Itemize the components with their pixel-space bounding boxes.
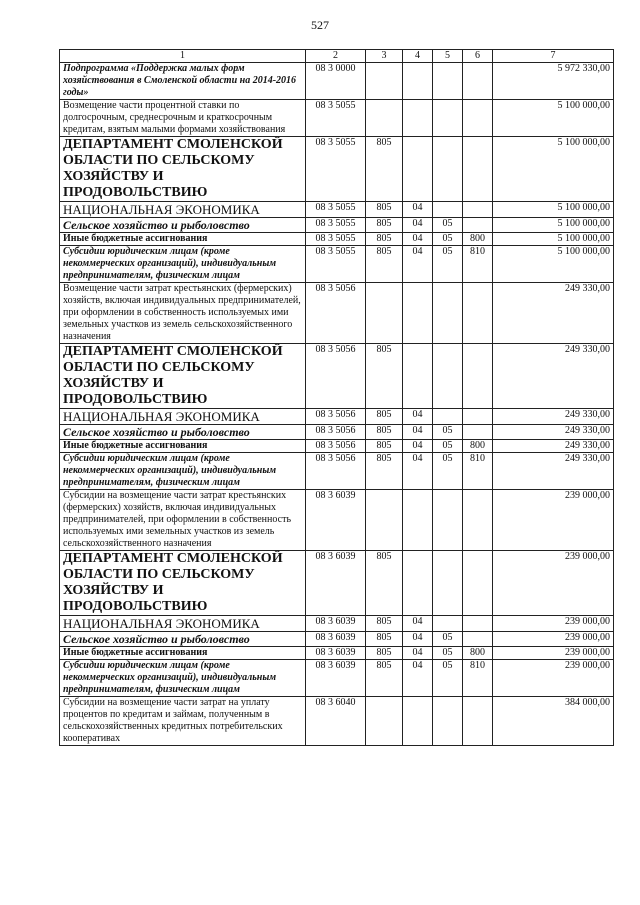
row-col3 [366, 100, 403, 137]
row-code: 08 3 5056 [306, 344, 366, 409]
row-col5: 05 [433, 647, 463, 660]
row-col3 [366, 490, 403, 551]
table-row [60, 425, 614, 440]
row-col4: 04 [403, 218, 433, 233]
row-col5: 05 [433, 425, 463, 440]
row-name: Субсидии на возмещение части затрат крестьянских (фермерских) хозяйств, включая индивидуальных предпринимателей, при оформлении в собственность используемых ими земельных участков из земель сельскохозяйственного назначения [60, 490, 306, 551]
row-col4 [403, 137, 433, 202]
row-col4 [403, 100, 433, 137]
row-code: 08 3 5056 [306, 283, 366, 344]
row-code: 08 3 6039 [306, 616, 366, 632]
row-col6 [463, 697, 493, 746]
row-col3: 805 [366, 409, 403, 425]
row-col4: 04 [403, 616, 433, 632]
row-col4 [403, 63, 433, 100]
row-amount: 5 100 000,00 [493, 202, 614, 218]
row-col4 [403, 344, 433, 409]
table-row [60, 551, 614, 616]
row-col3: 805 [366, 616, 403, 632]
row-amount: 5 100 000,00 [493, 137, 614, 202]
row-name: НАЦИОНАЛЬНАЯ ЭКОНОМИКА [60, 409, 306, 425]
row-name: Субсидии юридическим лицам (кроме некоммерческих организаций), индивидуальным предпринимателям, физическим лицам [60, 660, 306, 697]
row-col5 [433, 490, 463, 551]
row-name: НАЦИОНАЛЬНАЯ ЭКОНОМИКА [60, 616, 306, 632]
col-header-2: 2 [306, 50, 366, 63]
header-row [60, 50, 614, 63]
row-col3 [366, 697, 403, 746]
row-col5 [433, 616, 463, 632]
table-row [60, 233, 614, 246]
row-amount: 249 330,00 [493, 425, 614, 440]
row-col4: 04 [403, 425, 433, 440]
row-col5 [433, 137, 463, 202]
table-row [60, 453, 614, 490]
row-col4: 04 [403, 647, 433, 660]
table-row [60, 697, 614, 746]
row-col6: 800 [463, 233, 493, 246]
row-col4: 04 [403, 453, 433, 490]
row-name: Сельское хозяйство и рыболовство [60, 632, 306, 647]
row-col6 [463, 100, 493, 137]
row-col3: 805 [366, 551, 403, 616]
row-col5: 05 [433, 660, 463, 697]
row-amount: 5 100 000,00 [493, 233, 614, 246]
row-col6: 810 [463, 660, 493, 697]
row-col3: 805 [366, 425, 403, 440]
row-col5: 05 [433, 233, 463, 246]
col-header-4: 4 [403, 50, 433, 63]
row-name: Сельское хозяйство и рыболовство [60, 425, 306, 440]
row-col4: 04 [403, 202, 433, 218]
row-col3 [366, 283, 403, 344]
row-col3: 805 [366, 453, 403, 490]
row-code: 08 3 5055 [306, 137, 366, 202]
row-col4 [403, 283, 433, 344]
row-amount: 5 100 000,00 [493, 246, 614, 283]
row-code: 08 3 5055 [306, 100, 366, 137]
table-row [60, 632, 614, 647]
row-amount: 239 000,00 [493, 660, 614, 697]
row-code: 08 3 5056 [306, 409, 366, 425]
row-col5 [433, 283, 463, 344]
row-code: 08 3 5055 [306, 218, 366, 233]
table-row [60, 100, 614, 137]
row-col6: 800 [463, 647, 493, 660]
row-amount: 249 330,00 [493, 409, 614, 425]
table-row [60, 202, 614, 218]
row-col5: 05 [433, 246, 463, 283]
row-code: 08 3 0000 [306, 63, 366, 100]
budget-table [59, 49, 614, 746]
row-name: Субсидии юридическим лицам (кроме некоммерческих организаций), индивидуальным предпринимателям, физическим лицам [60, 453, 306, 490]
row-name: Подпрограмма «Поддержка малых форм хозяйствования в Смоленской области на 2014-2016 годы» [60, 63, 306, 100]
table-row [60, 409, 614, 425]
row-name: Сельское хозяйство и рыболовство [60, 218, 306, 233]
row-col4: 04 [403, 233, 433, 246]
row-col3: 805 [366, 344, 403, 409]
table-row [60, 490, 614, 551]
row-col5 [433, 202, 463, 218]
row-col4: 04 [403, 440, 433, 453]
row-amount: 249 330,00 [493, 344, 614, 409]
row-amount: 249 330,00 [493, 283, 614, 344]
row-amount: 239 000,00 [493, 632, 614, 647]
row-amount: 249 330,00 [493, 440, 614, 453]
row-col4 [403, 551, 433, 616]
row-amount: 249 330,00 [493, 453, 614, 490]
row-name: Иные бюджетные ассигнования [60, 233, 306, 246]
row-col3: 805 [366, 440, 403, 453]
row-col4: 04 [403, 632, 433, 647]
col-header-7: 7 [493, 50, 614, 63]
table-row [60, 616, 614, 632]
row-code: 08 3 6039 [306, 490, 366, 551]
row-code: 08 3 5055 [306, 233, 366, 246]
row-col6 [463, 616, 493, 632]
row-col6 [463, 202, 493, 218]
row-amount: 239 000,00 [493, 616, 614, 632]
row-col6: 810 [463, 246, 493, 283]
row-name: Иные бюджетные ассигнования [60, 440, 306, 453]
row-col6 [463, 218, 493, 233]
row-col4: 04 [403, 246, 433, 283]
col-header-5: 5 [433, 50, 463, 63]
row-col3: 805 [366, 632, 403, 647]
row-col5 [433, 344, 463, 409]
table-row [60, 283, 614, 344]
row-col3: 805 [366, 202, 403, 218]
row-col6 [463, 137, 493, 202]
row-col4 [403, 697, 433, 746]
row-name: Субсидии на возмещение части затрат на уплату процентов по кредитам и займам, полученным в сельскохозяйственных кредитных потребительских кооперативах [60, 697, 306, 746]
row-col5 [433, 100, 463, 137]
row-col3: 805 [366, 218, 403, 233]
row-code: 08 3 6039 [306, 632, 366, 647]
row-col6 [463, 632, 493, 647]
row-col6 [463, 551, 493, 616]
row-col6 [463, 344, 493, 409]
row-col5: 05 [433, 632, 463, 647]
row-code: 08 3 5055 [306, 202, 366, 218]
row-col6: 800 [463, 440, 493, 453]
row-col3: 805 [366, 647, 403, 660]
row-col5 [433, 697, 463, 746]
row-col6 [463, 409, 493, 425]
row-amount: 5 972 330,00 [493, 63, 614, 100]
table-row [60, 218, 614, 233]
col-header-1: 1 [60, 50, 306, 63]
row-amount: 384 000,00 [493, 697, 614, 746]
col-header-3: 3 [366, 50, 403, 63]
row-col5 [433, 409, 463, 425]
row-code: 08 3 6040 [306, 697, 366, 746]
row-col5 [433, 551, 463, 616]
table-row [60, 344, 614, 409]
row-name: НАЦИОНАЛЬНАЯ ЭКОНОМИКА [60, 202, 306, 218]
row-col3: 805 [366, 246, 403, 283]
row-col4: 04 [403, 409, 433, 425]
row-col5: 05 [433, 440, 463, 453]
page-number: 527 [311, 18, 329, 32]
row-amount: 239 000,00 [493, 647, 614, 660]
row-code: 08 3 6039 [306, 660, 366, 697]
row-name: Иные бюджетные ассигнования [60, 647, 306, 660]
row-name: Возмещение части процентной ставки по долгосрочным, среднесрочным и краткосрочным кредитам, взятым малыми формами хозяйствования [60, 100, 306, 137]
row-name: ДЕПАРТАМЕНТ СМОЛЕНСКОЙ ОБЛАСТИ ПО СЕЛЬСКОМУ ХОЗЯЙСТВУ И ПРОДОВОЛЬСТВИЮ [60, 344, 306, 409]
row-amount: 5 100 000,00 [493, 218, 614, 233]
row-code: 08 3 6039 [306, 647, 366, 660]
row-col6 [463, 490, 493, 551]
table-row [60, 63, 614, 100]
row-amount: 5 100 000,00 [493, 100, 614, 137]
row-code: 08 3 5056 [306, 425, 366, 440]
col-header-6: 6 [463, 50, 493, 63]
row-col6 [463, 63, 493, 100]
row-col5 [433, 63, 463, 100]
table-row [60, 137, 614, 202]
budget-table-body [60, 63, 614, 746]
row-code: 08 3 6039 [306, 551, 366, 616]
table-row [60, 246, 614, 283]
row-code: 08 3 5056 [306, 440, 366, 453]
row-name: ДЕПАРТАМЕНТ СМОЛЕНСКОЙ ОБЛАСТИ ПО СЕЛЬСКОМУ ХОЗЯЙСТВУ И ПРОДОВОЛЬСТВИЮ [60, 137, 306, 202]
row-code: 08 3 5056 [306, 453, 366, 490]
row-code: 08 3 5055 [306, 246, 366, 283]
row-col6: 810 [463, 453, 493, 490]
row-name: ДЕПАРТАМЕНТ СМОЛЕНСКОЙ ОБЛАСТИ ПО СЕЛЬСКОМУ ХОЗЯЙСТВУ И ПРОДОВОЛЬСТВИЮ [60, 551, 306, 616]
row-col3 [366, 63, 403, 100]
row-name: Возмещение части затрат крестьянских (фермерских) хозяйств, включая индивидуальных предпринимателей, при оформлении в собственность используемых ими земельных участков из земель сельскохозяйственного назначения [60, 283, 306, 344]
table-row [60, 440, 614, 453]
row-amount: 239 000,00 [493, 490, 614, 551]
row-name: Субсидии юридическим лицам (кроме некоммерческих организаций), индивидуальным предпринимателям, физическим лицам [60, 246, 306, 283]
row-col5: 05 [433, 453, 463, 490]
row-col6 [463, 283, 493, 344]
row-col4 [403, 490, 433, 551]
table-row [60, 660, 614, 697]
row-col4: 04 [403, 660, 433, 697]
row-col3: 805 [366, 233, 403, 246]
row-col3: 805 [366, 137, 403, 202]
row-amount: 239 000,00 [493, 551, 614, 616]
table-row [60, 647, 614, 660]
row-col3: 805 [366, 660, 403, 697]
row-col6 [463, 425, 493, 440]
row-col5: 05 [433, 218, 463, 233]
